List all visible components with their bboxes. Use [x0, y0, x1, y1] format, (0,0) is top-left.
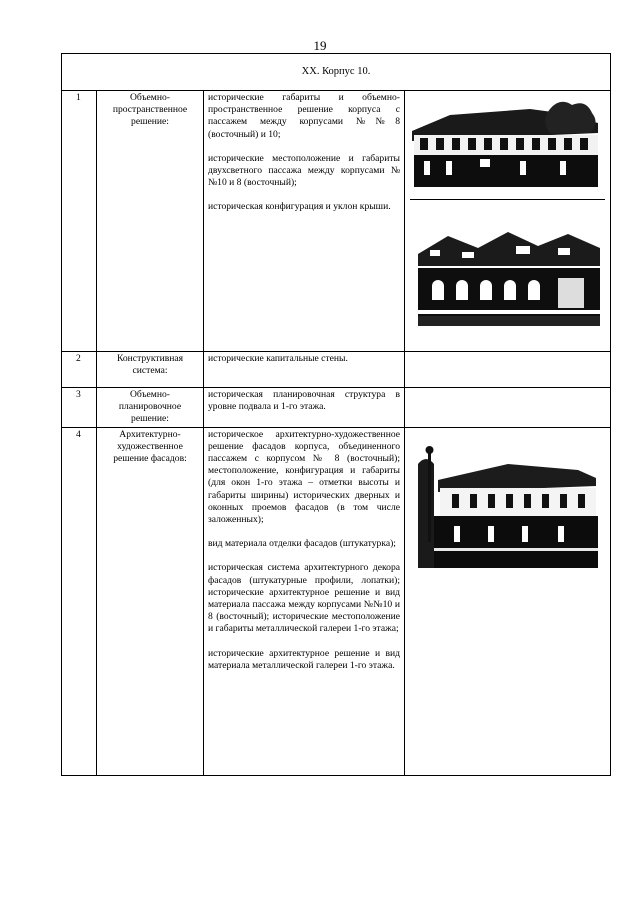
photo-divider [410, 199, 605, 200]
empty-cell [405, 352, 611, 388]
section-header-row [62, 54, 611, 91]
photo-cell [405, 91, 611, 352]
description-paragraph: историческая конфигурация и уклон крыши. [208, 201, 391, 213]
heritage-table [61, 53, 611, 776]
table-row [62, 352, 611, 388]
description-paragraph: вид материала отделки фасадов (штукатурка); [208, 538, 396, 550]
row-description [204, 352, 405, 388]
building-photo-2 [418, 226, 600, 326]
row-name: Объемно-пространственное решение: [97, 91, 204, 352]
description-paragraph: исторические архитектурное решение и вид материала металлической галереи 1-го этажа. [208, 647, 400, 671]
row-name: Архитектурно-художественное решение фасадов: [97, 427, 204, 775]
description-paragraph: историческое архитектурно-художественное решение фасадов корпуса, объединенного пассажем с корпусом № 8 (восточный); местоположение, конфигурация и габариты (для окон 1-го этажа – отметки высоты и габариты ширины) исторических дверных и оконных проемов фасадов (в том числе заложенных); [208, 428, 400, 526]
row-number: 2 [62, 352, 97, 388]
description-paragraph: исторические капитальные стены. [208, 353, 348, 364]
row-description [204, 388, 405, 428]
section-title: XX. Корпус 10. [62, 54, 611, 91]
row-number: 1 [62, 91, 97, 352]
table-row [62, 427, 611, 775]
empty-cell [405, 388, 611, 428]
description-paragraph: исторические местоположение и габариты двухсветного пассажа между корпусами №№10 и 8 (восточный); [208, 152, 400, 189]
row-name: Объемно-планировочное решение: [97, 388, 204, 428]
description-paragraph: исторические габариты и объемно-пространственное решение корпуса с пассажем между корпусами №№8 (восточный) и 10; [208, 92, 400, 140]
table-row [62, 91, 611, 352]
page-number: 19 [313, 38, 327, 53]
row-description [204, 91, 405, 352]
table-row [62, 388, 611, 428]
row-name: Конструктивная система: [97, 352, 204, 388]
row-number: 3 [62, 388, 97, 428]
building-photo-3 [418, 434, 598, 568]
row-description [204, 427, 405, 775]
description-paragraph: историческая система архитектурного декора фасадов (штукатурные профили, лопатки); исторические архитектурное решение и вид материала пассажа между корпусами №№10 и 8 (восточный); исторические местоположение и габариты металлической галереи 1-го этажа; [208, 562, 400, 635]
description-paragraph: историческая планировочная структура в уровне подвала и 1-го этажа. [208, 389, 400, 413]
photo-cell [405, 427, 611, 775]
building-photo-1 [410, 99, 600, 191]
row-number: 4 [62, 427, 97, 775]
